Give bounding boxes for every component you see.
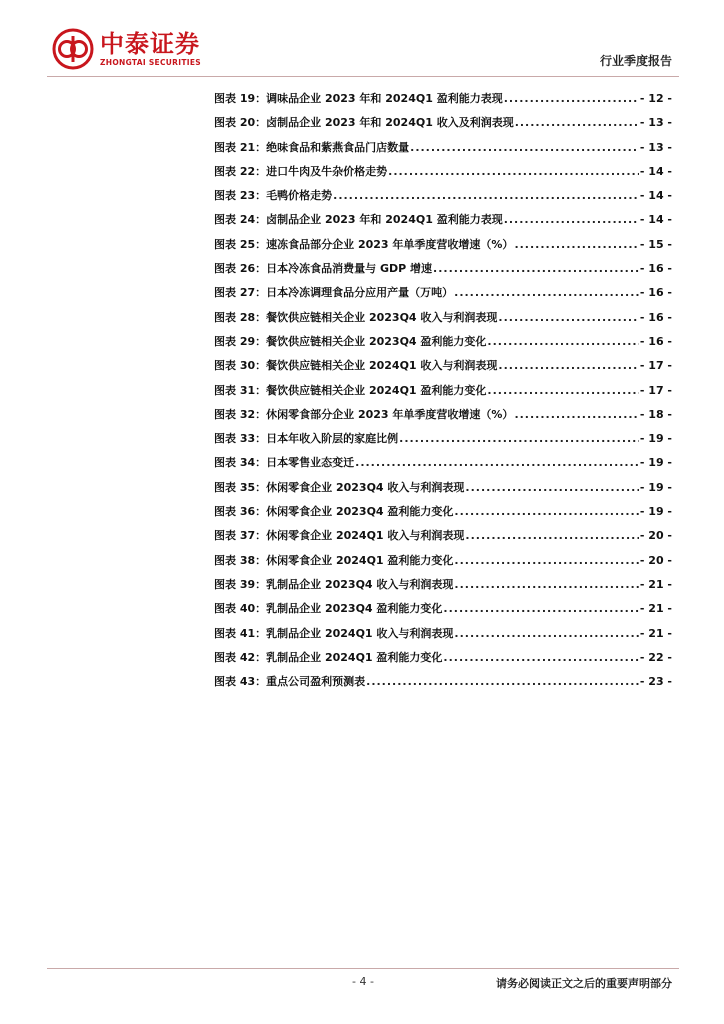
toc-entry[interactable]	[214, 284, 672, 308]
toc-entry[interactable]	[214, 527, 672, 551]
toc-entry[interactable]	[214, 357, 672, 381]
toc-entry-label: 图表 21：绝味食品和紫燕食品门店数量	[214, 140, 410, 154]
toc-entry-label: 图表 39：乳制品企业 2023Q4 收入与利润表现	[214, 577, 454, 591]
toc-leader-dots	[504, 213, 639, 226]
toc-entry-page: - 19 -	[639, 505, 672, 519]
toc-entry-label: 图表 42：乳制品企业 2024Q1 盈利能力变化	[214, 650, 443, 664]
toc-entry-label: 图表 31：餐饮供应链相关企业 2024Q1 盈利能力变化	[214, 383, 487, 397]
toc-entry-page: - 19 -	[639, 432, 672, 446]
toc-entry-page: - 14 -	[639, 164, 672, 178]
toc-entry[interactable]	[214, 430, 672, 454]
toc-leader-dots	[487, 335, 638, 348]
brand-name-cn: 中泰证券	[100, 29, 200, 58]
toc-leader-dots	[514, 408, 638, 421]
toc-leader-dots	[454, 578, 638, 591]
toc-entry-page: - 21 -	[639, 626, 672, 640]
toc-leader-dots	[487, 384, 638, 397]
toc-entry-label: 图表 35：休闲零食企业 2023Q4 收入与利润表现	[214, 480, 465, 494]
toc-entry-page: - 16 -	[639, 334, 672, 348]
toc-entry[interactable]	[214, 139, 672, 163]
header-divider	[47, 76, 679, 77]
toc-entry[interactable]	[214, 406, 672, 430]
toc-entry[interactable]	[214, 163, 672, 187]
toc-entry[interactable]	[214, 600, 672, 624]
toc-entry-label: 图表 22：进口牛肉及牛杂价格走势	[214, 164, 388, 178]
toc-leader-dots	[433, 262, 639, 275]
toc-leader-dots	[454, 505, 638, 518]
toc-leader-dots	[514, 238, 638, 251]
toc-entry-label: 图表 30：餐饮供应链相关企业 2024Q1 收入与利润表现	[214, 359, 498, 373]
toc-entry[interactable]	[214, 649, 672, 673]
brand-logo	[52, 28, 201, 70]
toc-entry-label: 图表 26：日本冷冻食品消费量与 GDP 增速	[214, 262, 433, 276]
toc-entry[interactable]	[214, 454, 672, 478]
toc-entry[interactable]	[214, 479, 672, 503]
toc-entry-page: - 17 -	[639, 383, 672, 397]
toc-entry[interactable]	[214, 309, 672, 333]
page-header	[0, 0, 724, 80]
toc-leader-dots	[355, 456, 639, 469]
toc-entry-label: 图表 27：日本冷冻调理食品分应用产量（万吨）	[214, 286, 454, 300]
toc-entry-page: - 17 -	[639, 359, 672, 373]
toc-entry-page: - 14 -	[639, 213, 672, 227]
toc-entry-page: - 18 -	[639, 407, 672, 421]
toc-entry-page: - 12 -	[639, 92, 672, 105]
toc-entry-label: 图表 25：速冻食品部分企业 2023 年单季度营收增速（%）	[214, 237, 514, 251]
toc-leader-dots	[454, 627, 638, 640]
toc-entry[interactable]	[214, 260, 672, 284]
toc-leader-dots	[410, 141, 639, 154]
toc-entry-page: - 21 -	[639, 577, 672, 591]
toc-entry-page: - 20 -	[639, 553, 672, 567]
toc-entry-label: 图表 43：重点公司盈利预测表	[214, 675, 366, 689]
toc-leader-dots	[388, 165, 639, 178]
toc-entry-page: - 13 -	[639, 116, 672, 130]
toc-entry-page: - 22 -	[639, 650, 672, 664]
toc-leader-dots	[443, 602, 638, 615]
toc-entry-label: 图表 34：日本零售业态变迁	[214, 456, 355, 470]
toc-entry[interactable]	[214, 552, 672, 576]
toc-entry-label: 图表 36：休闲零食企业 2023Q4 盈利能力变化	[214, 505, 454, 519]
toc-entry[interactable]	[214, 90, 672, 114]
zhongtai-logo-icon	[52, 28, 94, 70]
toc-entry-label: 图表 33：日本年收入阶层的家庭比例	[214, 432, 399, 446]
toc-leader-dots	[465, 529, 638, 542]
toc-entry[interactable]	[214, 114, 672, 138]
toc-leader-dots	[465, 481, 638, 494]
toc-entry-label: 图表 28：餐饮供应链相关企业 2023Q4 收入与利润表现	[214, 310, 498, 324]
footer-divider	[47, 968, 679, 969]
toc-entry-page: - 23 -	[639, 675, 672, 689]
table-of-figures	[214, 90, 672, 697]
toc-entry[interactable]	[214, 211, 672, 235]
toc-leader-dots	[504, 92, 639, 105]
toc-entry-page: - 16 -	[639, 310, 672, 324]
toc-leader-dots	[333, 189, 639, 202]
toc-leader-dots	[399, 432, 639, 445]
toc-leader-dots	[498, 359, 638, 372]
toc-entry[interactable]	[214, 187, 672, 211]
toc-entry-page: - 15 -	[639, 237, 672, 251]
toc-entry-label: 图表 41：乳制品企业 2024Q1 收入与利润表现	[214, 626, 454, 640]
toc-entry-page: - 20 -	[639, 529, 672, 543]
disclaimer-note: 请务必阅读正文之后的重要声明部分	[496, 977, 672, 990]
toc-entry-label: 图表 24：卤制品企业 2023 年和 2024Q1 盈利能力表现	[214, 213, 503, 227]
toc-entry-label: 图表 32：休闲零食部分企业 2023 年单季度营收增速（%）	[214, 407, 514, 421]
toc-entry-label: 图表 40：乳制品企业 2023Q4 盈利能力变化	[214, 602, 443, 616]
toc-leader-dots	[454, 554, 638, 567]
toc-entry-page: - 16 -	[639, 286, 672, 300]
toc-entry[interactable]	[214, 625, 672, 649]
toc-entry[interactable]	[214, 333, 672, 357]
toc-leader-dots	[454, 286, 639, 299]
toc-entry[interactable]	[214, 576, 672, 600]
page-number: - 4 -	[352, 975, 374, 988]
toc-entry[interactable]	[214, 236, 672, 260]
toc-entry[interactable]	[214, 382, 672, 406]
toc-entry-label: 图表 20：卤制品企业 2023 年和 2024Q1 收入及利润表现	[214, 116, 514, 130]
toc-entry-page: - 19 -	[639, 456, 672, 470]
toc-leader-dots	[443, 651, 638, 664]
toc-entry-label: 图表 38：休闲零食企业 2024Q1 盈利能力变化	[214, 553, 454, 567]
report-type-label: 行业季度报告	[599, 54, 672, 68]
toc-entry-label: 图表 29：餐饮供应链相关企业 2023Q4 盈利能力变化	[214, 334, 487, 348]
toc-entry[interactable]	[214, 673, 672, 697]
toc-entry-label: 图表 19：调味品企业 2023 年和 2024Q1 盈利能力表现	[214, 92, 503, 105]
toc-leader-dots	[498, 311, 638, 324]
toc-leader-dots	[515, 116, 639, 129]
toc-leader-dots	[366, 675, 639, 688]
brand-name-en: ZHONGTAI SECURITIES	[100, 57, 201, 67]
toc-entry[interactable]	[214, 503, 672, 527]
toc-entry-label: 图表 23：毛鸭价格走势	[214, 189, 333, 203]
toc-entry-page: - 13 -	[639, 140, 672, 154]
toc-entry-page: - 19 -	[639, 480, 672, 494]
toc-entry-label: 图表 37：休闲零食企业 2024Q1 收入与利润表现	[214, 529, 465, 543]
toc-entry-page: - 14 -	[639, 189, 672, 203]
toc-entry-page: - 21 -	[639, 602, 672, 616]
toc-entry-page: - 16 -	[639, 262, 672, 276]
